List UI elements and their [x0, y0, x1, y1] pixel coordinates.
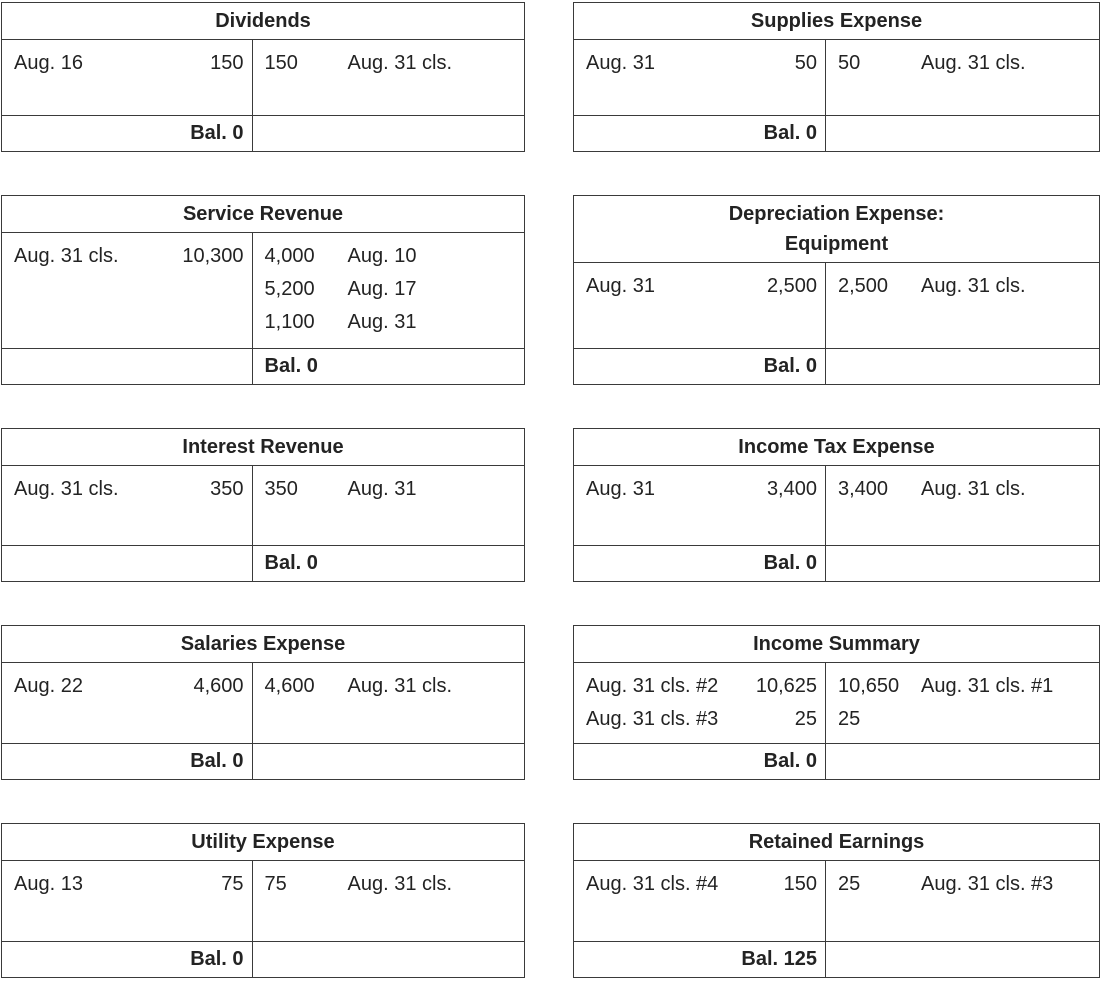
credit-column	[826, 466, 1099, 545]
balance-row	[2, 941, 524, 977]
balance-credit-cell	[253, 546, 524, 581]
credit-column	[253, 233, 524, 348]
debit-entry-date: Aug. 31	[586, 478, 655, 500]
balance-row	[2, 348, 524, 384]
debit-column	[574, 466, 826, 545]
account-title-line: Salaries Expense	[180, 633, 346, 655]
credit-entry	[826, 473, 1099, 506]
credit-entry-amount: 50	[838, 52, 861, 74]
account-title	[574, 3, 1099, 40]
balance-credit-cell	[253, 942, 524, 977]
credit-entry-amount: 75	[264, 873, 287, 895]
debit-entry	[574, 670, 825, 703]
t-account-income-summary	[573, 625, 1100, 780]
account-body	[2, 861, 524, 941]
balance-credit-cell	[253, 744, 524, 779]
credit-entry	[253, 47, 524, 80]
credit-column	[826, 263, 1099, 348]
balance-row	[574, 348, 1099, 384]
credit-entry-date: Aug. 10	[347, 245, 417, 267]
credit-entry	[253, 306, 524, 339]
account-body	[2, 40, 524, 115]
debit-entry-date: Aug. 31	[586, 52, 655, 74]
balance-credit-cell	[826, 116, 1099, 151]
debit-entry-amount: 350	[210, 478, 244, 500]
t-account-supplies-expense	[573, 2, 1100, 152]
credit-entry-date: Aug. 31 cls. #3	[921, 873, 1054, 895]
debit-column	[2, 663, 253, 743]
debit-column	[574, 861, 826, 941]
credit-entry-amount: 25	[838, 708, 861, 730]
debit-entry-amount: 25	[794, 708, 817, 730]
debit-column	[2, 40, 253, 115]
account-title-line: Income Tax Expense	[738, 436, 935, 458]
balance-row	[2, 743, 524, 779]
credit-entry	[826, 270, 1099, 303]
t-account-income-tax-expense	[573, 428, 1100, 582]
debit-entry-amount: 10,625	[755, 675, 817, 697]
balance-credit-cell	[253, 349, 524, 384]
debit-entry	[574, 473, 825, 506]
balance-label: Bal. 0	[763, 355, 817, 377]
debit-entry-date: Aug. 31 cls. #2	[586, 675, 719, 697]
debit-column	[2, 466, 253, 545]
balance-row	[2, 545, 524, 581]
credit-entry-amount: 5,200	[264, 278, 315, 300]
credit-entry-date	[921, 703, 1099, 736]
debit-entry	[2, 868, 252, 901]
credit-column	[253, 466, 524, 545]
credit-entry-amount: 150	[264, 52, 298, 74]
account-body	[2, 663, 524, 743]
account-title-line: Income Summary	[753, 633, 920, 655]
balance-debit-cell	[574, 116, 826, 151]
balance-label: Bal. 125	[741, 948, 817, 970]
credit-entry-date: Aug. 31	[347, 478, 417, 500]
balance-credit-cell	[826, 546, 1099, 581]
credit-entry-date: Aug. 31 cls.	[921, 52, 1026, 74]
balance-label: Bal. 0	[763, 750, 817, 772]
credit-entry-amount: 4,600	[264, 675, 315, 697]
account-body	[574, 263, 1099, 348]
debit-entry-amount: 150	[783, 873, 817, 895]
debit-entry	[2, 240, 252, 273]
debit-entry-date: Aug. 22	[14, 675, 83, 697]
account-title	[2, 429, 524, 466]
credit-column	[253, 861, 524, 941]
credit-entry-date: Aug. 31 cls.	[347, 675, 453, 697]
account-title-line: Utility Expense	[191, 831, 335, 853]
credit-entry-date: Aug. 31 cls. #1	[921, 675, 1054, 697]
debit-column	[574, 263, 826, 348]
credit-entry-date: Aug. 31	[347, 311, 417, 333]
account-title-line: Equipment	[784, 233, 889, 255]
credit-entry	[826, 47, 1099, 80]
balance-debit-cell	[2, 942, 253, 977]
credit-entry	[826, 670, 1099, 703]
credit-entry-amount: 1,100	[264, 311, 315, 333]
debit-entry	[574, 703, 825, 736]
balance-debit-cell	[2, 116, 253, 151]
credit-entry-amount: 2,500	[838, 275, 889, 297]
debit-entry-date: Aug. 31 cls.	[14, 478, 119, 500]
balance-label: Bal. 0	[763, 552, 817, 574]
credit-entry-date: Aug. 31 cls.	[347, 52, 453, 74]
debit-entry-amount: 10,300	[182, 245, 244, 267]
debit-entry-amount: 2,500	[766, 275, 817, 297]
balance-credit-cell	[253, 116, 524, 151]
credit-entry	[826, 703, 1099, 736]
debit-entry-amount: 75	[221, 873, 244, 895]
credit-entry-date: Aug. 31 cls.	[921, 478, 1026, 500]
credit-entry-date: Aug. 31 cls.	[921, 275, 1026, 297]
account-body	[574, 861, 1099, 941]
account-title	[2, 3, 524, 40]
credit-entry	[253, 273, 524, 306]
debit-entry-amount: 4,600	[193, 675, 244, 697]
balance-debit-cell	[2, 744, 253, 779]
account-title-line: Retained Earnings	[748, 831, 925, 853]
balance-label: Bal. 0	[763, 122, 817, 144]
balance-label: Bal. 0	[190, 948, 244, 970]
account-title	[574, 429, 1099, 466]
debit-entry-date: Aug. 31	[586, 275, 655, 297]
credit-entry	[253, 473, 524, 506]
debit-entry	[2, 47, 252, 80]
t-account-salaries-expense	[1, 625, 525, 780]
balance-credit-cell	[826, 942, 1099, 977]
debit-entry-date: Aug. 31 cls. #4	[586, 873, 719, 895]
credit-entry-date: Aug. 31 cls.	[347, 873, 453, 895]
debit-column	[574, 40, 826, 115]
credit-entry	[253, 868, 524, 901]
debit-entry	[2, 473, 252, 506]
balance-label: Bal. 0	[264, 355, 318, 377]
debit-column	[2, 861, 253, 941]
t-account-depreciation-expense-equipment	[573, 195, 1100, 385]
balance-label: Bal. 0	[264, 552, 318, 574]
account-title-line: Interest Revenue	[182, 436, 344, 458]
debit-entry	[574, 47, 825, 80]
account-body	[2, 466, 524, 545]
account-body	[2, 233, 524, 348]
account-title-line: Service Revenue	[182, 203, 344, 225]
debit-column	[2, 233, 253, 348]
account-body	[574, 466, 1099, 545]
balance-row	[2, 115, 524, 151]
account-title-line: Depreciation Expense:	[728, 203, 945, 225]
balance-debit-cell	[574, 349, 826, 384]
account-title	[2, 824, 524, 861]
credit-entry-amount: 4,000	[264, 245, 315, 267]
account-title	[574, 196, 1099, 263]
account-title	[2, 196, 524, 233]
credit-entry	[253, 670, 524, 703]
credit-column	[826, 861, 1099, 941]
balance-debit-cell	[574, 942, 826, 977]
credit-entry-date: Aug. 17	[347, 278, 417, 300]
t-account-service-revenue	[1, 195, 525, 385]
debit-entry-date: Aug. 13	[14, 873, 83, 895]
account-title	[574, 824, 1099, 861]
balance-row	[574, 941, 1099, 977]
debit-entry	[574, 868, 825, 901]
credit-entry-amount: 25	[838, 873, 861, 895]
t-account-utility-expense	[1, 823, 525, 978]
balance-debit-cell	[2, 546, 253, 581]
balance-credit-cell	[826, 744, 1099, 779]
credit-entry-amount: 350	[264, 478, 298, 500]
account-title-line: Supplies Expense	[750, 10, 923, 32]
balance-credit-cell	[826, 349, 1099, 384]
t-account-retained-earnings	[573, 823, 1100, 978]
balance-label: Bal. 0	[190, 122, 244, 144]
credit-entry-amount: 3,400	[838, 478, 889, 500]
account-body	[574, 663, 1099, 743]
t-account-dividends	[1, 2, 525, 152]
account-title-line: Dividends	[215, 10, 311, 32]
credit-entry-amount: 10,650	[838, 675, 900, 697]
balance-debit-cell	[574, 744, 826, 779]
credit-entry	[253, 240, 524, 273]
account-title	[574, 626, 1099, 663]
credit-column	[826, 40, 1099, 115]
credit-column	[253, 663, 524, 743]
credit-column	[253, 40, 524, 115]
debit-entry-amount: 150	[210, 52, 244, 74]
t-account-interest-revenue	[1, 428, 525, 582]
debit-entry-amount: 50	[794, 52, 817, 74]
debit-entry-date: Aug. 16	[14, 52, 83, 74]
balance-row	[574, 545, 1099, 581]
balance-debit-cell	[2, 349, 253, 384]
balance-debit-cell	[574, 546, 826, 581]
debit-entry-date: Aug. 31 cls.	[14, 245, 119, 267]
account-body	[574, 40, 1099, 115]
debit-column	[574, 663, 826, 743]
balance-row	[574, 115, 1099, 151]
balance-row	[574, 743, 1099, 779]
credit-entry	[826, 868, 1099, 901]
account-title	[2, 626, 524, 663]
debit-entry-date: Aug. 31 cls. #3	[586, 708, 719, 730]
debit-entry	[2, 670, 252, 703]
debit-entry-amount: 3,400	[766, 478, 817, 500]
debit-entry	[574, 270, 825, 303]
balance-label: Bal. 0	[190, 750, 244, 772]
credit-column	[826, 663, 1099, 743]
